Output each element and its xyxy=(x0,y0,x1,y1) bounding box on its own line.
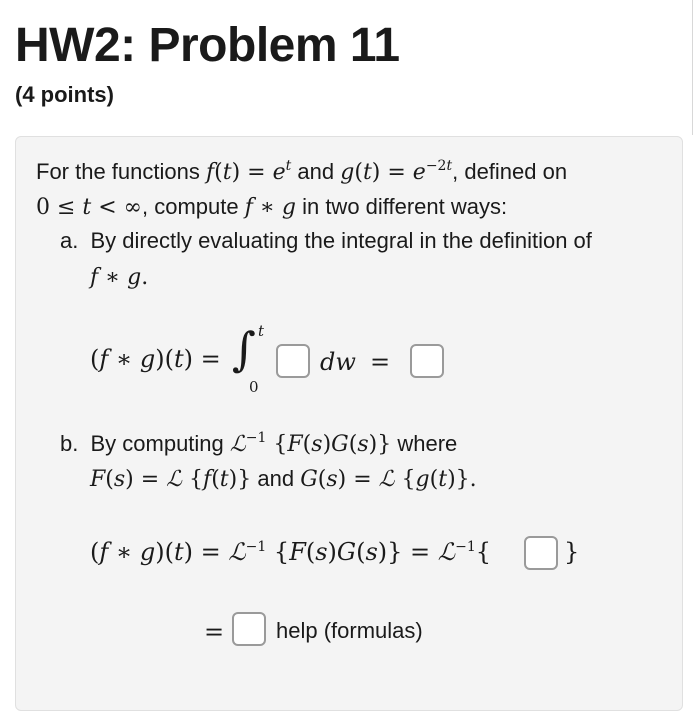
upper-limit: t xyxy=(258,322,265,340)
part-b-where: where xyxy=(397,431,458,456)
intro-line-1: For the functions $f(t) = e^t$ and $g(t) = e^{-2t}$, defined on xyxy=(36,158,568,185)
divider xyxy=(692,0,693,135)
final-answer-box[interactable] xyxy=(232,612,266,646)
intro-line-2: 0 ≤ t < ∞, compute f ∗ g in two different ways: xyxy=(36,194,508,220)
intro-ways: in two different ways: xyxy=(302,194,508,219)
equals-sign: = xyxy=(370,348,391,376)
integral-sign: ∫ xyxy=(232,322,256,376)
dw-label: dw xyxy=(320,348,356,376)
part-b-line-2: F(s) = ℒ {f(t)} and G(s) = ℒ {g(t)}. xyxy=(90,466,477,492)
part-a-label: a. xyxy=(60,228,79,253)
math-g: g xyxy=(340,160,355,185)
closing-brace: } xyxy=(564,538,580,566)
integral-result-answer-box[interactable] xyxy=(410,344,444,378)
math-f: f xyxy=(206,160,215,185)
integrand-answer-box[interactable] xyxy=(276,344,310,378)
final-equals-sign: = xyxy=(204,618,225,646)
part-b-text: By computing xyxy=(90,431,224,456)
part-b-line: b. By computing ℒ$^{-1}$ {F(s)G(s)} where xyxy=(60,430,458,457)
lower-limit: 0 xyxy=(249,378,259,396)
help-formulas-link[interactable]: help (formulas) xyxy=(276,618,423,643)
intro-text: For the functions xyxy=(36,159,200,184)
part-a-fg: f ∗ g. xyxy=(90,265,149,290)
part-b-and: and xyxy=(257,466,295,491)
page-title: HW2: Problem 11 xyxy=(15,19,400,72)
part-b-equation: (f ∗ g)(t) = ℒ$^{-1}$ {F(s)G(s)} = ℒ$^{-1}${ xyxy=(90,538,492,566)
part-a-text: By directly evaluating the integral in the definition of xyxy=(90,228,592,253)
part-a-equation-lhs: (f ∗ g)(t) = xyxy=(90,345,221,373)
laplace-answer-box[interactable] xyxy=(524,536,558,570)
intro-defined: , defined on xyxy=(452,159,568,184)
points-label: (4 points) xyxy=(15,82,114,107)
intro-and: and xyxy=(297,159,335,184)
part-b-label: b. xyxy=(60,431,79,456)
part-a-line xyxy=(60,228,592,254)
intro-compute: , compute xyxy=(142,194,239,219)
